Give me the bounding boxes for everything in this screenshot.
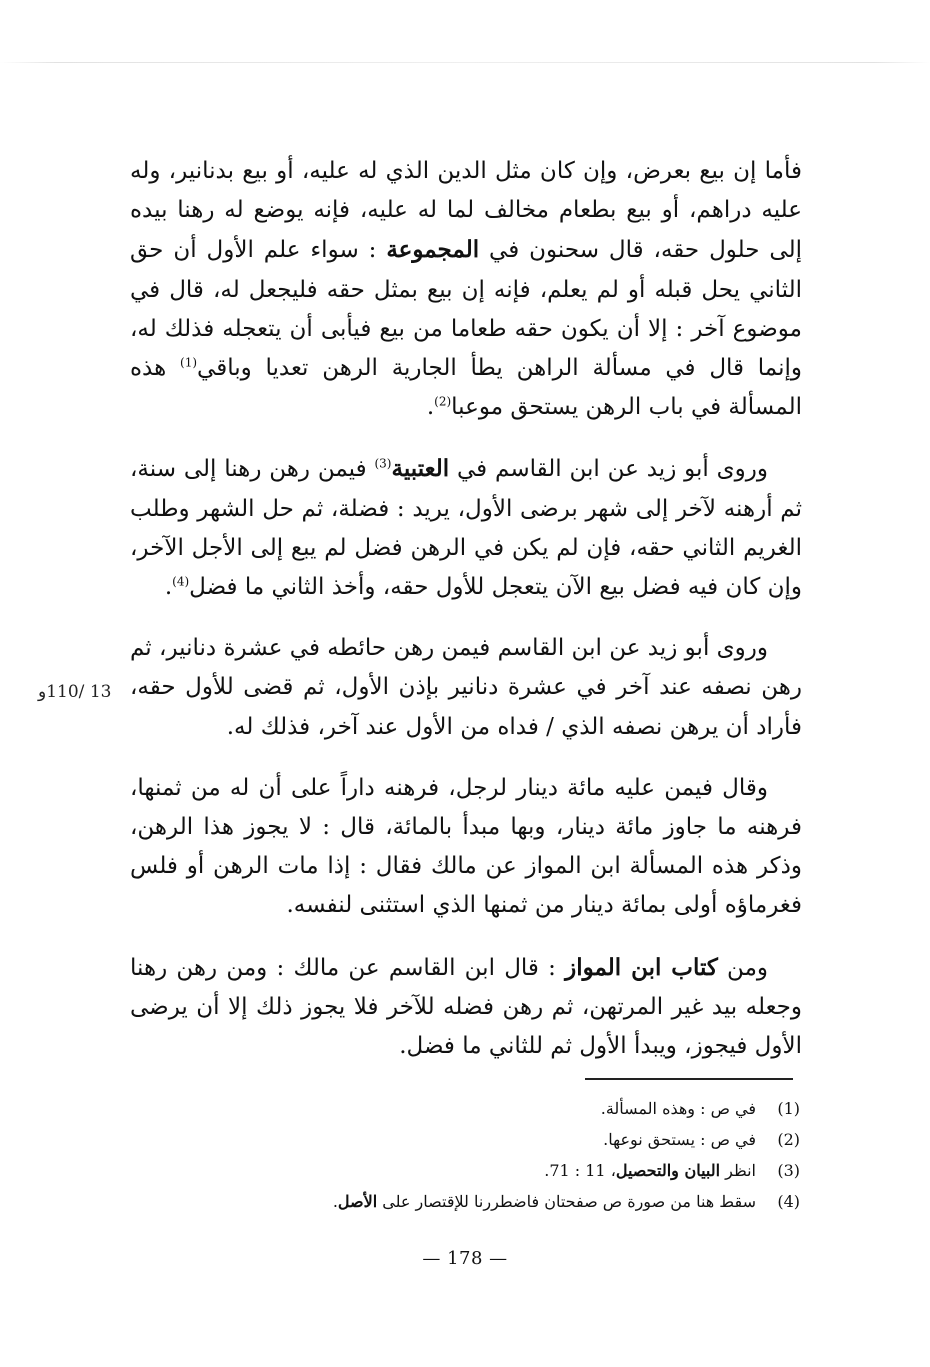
paragraph-4 <box>130 769 802 926</box>
paragraph-5 <box>130 948 802 1067</box>
footnote-separator <box>585 1078 793 1080</box>
text-run: فأما إن بيع بعرض، وإن كان مثل الدين الذي له عليه، أو بيع بدنانير، وله عليه دراهم، أو بيع بطعام مخالف لما له عليه، فإنه يوضع له رهنا بيده إلى حلول حقه، قال سحنون في <box>130 158 802 264</box>
footnote-1 <box>290 1093 800 1124</box>
bold-title: الأصل <box>337 1192 378 1211</box>
text-run: هذه المسألة في باب الرهن يستحق موعبا <box>130 355 802 421</box>
bold-title: البيان والتحصيل <box>615 1161 721 1180</box>
text-run: . <box>164 574 173 601</box>
text-run: : قال ابن القاسم عن مالك : ومن رهن رهنا وجعله بيد غير المرتهن، ثم رهن فضله للآخر فلا يجوز ذلك إلا أن يرضى الأول فيجوز، ويبدأ الأول ثم للثاني ما فضل. <box>130 954 802 1060</box>
text-run: . <box>426 394 435 421</box>
footnote-text <box>601 1099 756 1118</box>
bold-title: كتاب ابن المواز <box>565 953 718 981</box>
text-run: وقال فيمن عليه مائة دينار لرجل، فرهنه داراً على أن له من ثمنها، فرهنه ما جاوز مائة دينار، وبها مبدأ بالمائة، قال : لا يجوز هذا الرهن، وذكر هذه المسألة ابن المواز عن مالك فقال : إذا مات الرهن أو فلس فغرماؤه أولى بمائة دينار من ثمنها الذي استثنى لنفسه. <box>130 774 802 919</box>
paragraph-1 <box>130 152 802 427</box>
scan-edge-top <box>0 62 930 63</box>
text-run: ، 11 : 71. <box>544 1161 616 1180</box>
footnote-text <box>544 1161 756 1180</box>
text-run: وروى أبو زيد عن ابن القاسم في <box>449 456 768 483</box>
footnotes <box>290 1093 800 1217</box>
text-run: في ص : وهذه المسألة. <box>600 1099 756 1118</box>
footnote-reference: (3) <box>374 456 392 471</box>
paragraph-3 <box>130 629 802 747</box>
manuscript-folio-note: 13 /110و <box>38 682 112 702</box>
footnote-text <box>603 1130 756 1149</box>
footnote-2 <box>290 1124 800 1155</box>
text-run: وروى أبو زيد عن ابن القاسم فيمن رهن حائطه في عشرة دنانير، ثم رهن نصفه عند آخر في عشرة دنانير بإذن الأول، ثم قضى للأول حقه، فأراد أن يرهن نصفه الذي / فداه من الأول عند آخر، فذلك له. <box>130 635 802 740</box>
footnote-number: (4) <box>777 1192 800 1211</box>
footnote-reference: (1) <box>180 355 198 370</box>
text-run: ومن <box>717 954 768 981</box>
footnote-3 <box>290 1155 800 1186</box>
main-text <box>130 152 802 1088</box>
footnote-reference: (4) <box>172 574 190 589</box>
footnote-reference: (2) <box>434 394 452 409</box>
text-run: انظر <box>720 1161 756 1180</box>
page-number: — 178 — <box>422 1248 508 1269</box>
footnote-4 <box>290 1186 800 1217</box>
text-run: فيمن رهن رهنا إلى سنة، ثم أرهنه لآخر إلى شهر برضى الأول، يريد : فضلة، ثم حل الشهر وطلب الغريم الثاني حقه، فإن لم يكن في الرهن فضل لم يبع إلى الأجل الآخر، وإن كان فيه فضل بيع الآن يتعجل للأول حقه، وأخذ الثاني ما فضل <box>130 456 802 601</box>
bold-title: العتبية <box>391 455 450 483</box>
text-run: سقط هنا من صورة ص صفحتان فاضطررنا للإقتصار على <box>377 1192 756 1211</box>
footnote-number: (1) <box>777 1099 800 1118</box>
text-run: في ص : يستحق نوعها. <box>603 1130 756 1149</box>
bold-title: المجموعة <box>386 236 480 264</box>
text-run: : سواء علم الأول أن حق الثاني يحل قبله أو لم يعلم، فإنه إن بيع بمثل حقه فليجعل له، قال في موضوع آخر : إلا أن يكون حقه طعاما من بيع فيأبى أن يتعجله فذلك له، وإنما قال في مسألة الراهن يطأ الجارية الرهن تعديا وباقي <box>130 237 802 382</box>
footnote-text <box>333 1192 756 1211</box>
footnote-number: (3) <box>777 1161 800 1180</box>
paragraph-2 <box>130 449 802 607</box>
footnote-number: (2) <box>777 1130 800 1149</box>
text-run: . <box>332 1192 338 1211</box>
